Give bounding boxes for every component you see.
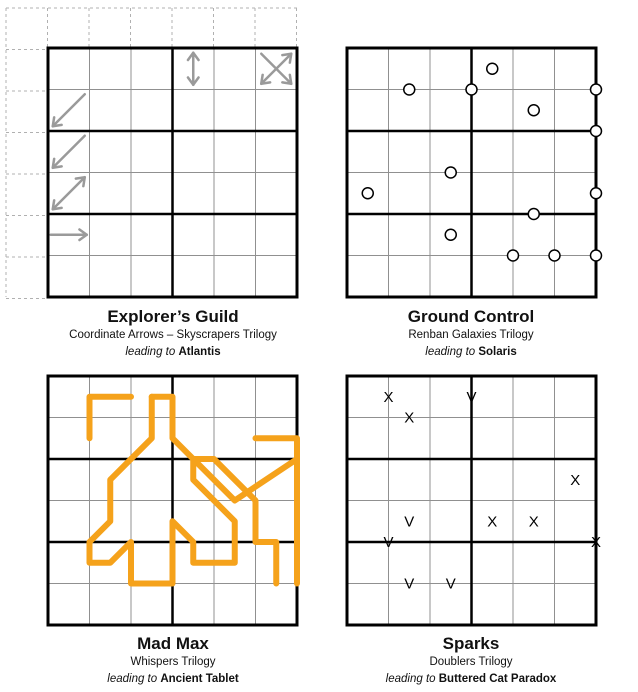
puzzle-subtitle: Renban Galaxies Trilogy: [408, 329, 534, 341]
puzzle-title: Ground Control: [407, 307, 535, 326]
puzzle-subtitle: Coordinate Arrows – Skyscrapers Trilogy: [69, 329, 277, 341]
leading-target: Ancient Tablet: [160, 673, 239, 685]
leading-prefix: leading to: [107, 673, 158, 685]
doubler-mark: V: [445, 575, 456, 593]
doubler-mark: X: [590, 534, 602, 551]
doubler-mark: X: [487, 513, 498, 531]
puzzle-leading: [346, 671, 596, 688]
leading-target: Buttered Cat Paradox: [438, 673, 557, 685]
doubler-mark: X: [528, 513, 539, 531]
doubler-mark: X: [570, 471, 581, 489]
doubler-mark: X: [404, 409, 415, 427]
leading-prefix: leading to: [385, 673, 436, 685]
puzzle-subtitle: Doublers Trilogy: [429, 656, 513, 668]
puzzle-subtitle: Whispers Trilogy: [130, 656, 216, 668]
leading-target: Atlantis: [178, 346, 221, 358]
sparks-caption: [346, 634, 596, 688]
doubler-mark: X: [383, 388, 394, 406]
doubler-mark: V: [404, 513, 415, 531]
doubler-mark: V: [466, 388, 477, 406]
leading-target: Solaris: [478, 346, 517, 358]
puzzle-title: Mad Max: [137, 634, 209, 653]
puzzle-title: Sparks: [442, 634, 500, 653]
leading-prefix: leading to: [125, 346, 176, 358]
leading-prefix: leading to: [425, 346, 476, 358]
doubler-mark: V: [383, 534, 394, 551]
puzzle-title: Explorer’s Guild: [107, 307, 239, 326]
doubler-mark: V: [404, 575, 415, 593]
